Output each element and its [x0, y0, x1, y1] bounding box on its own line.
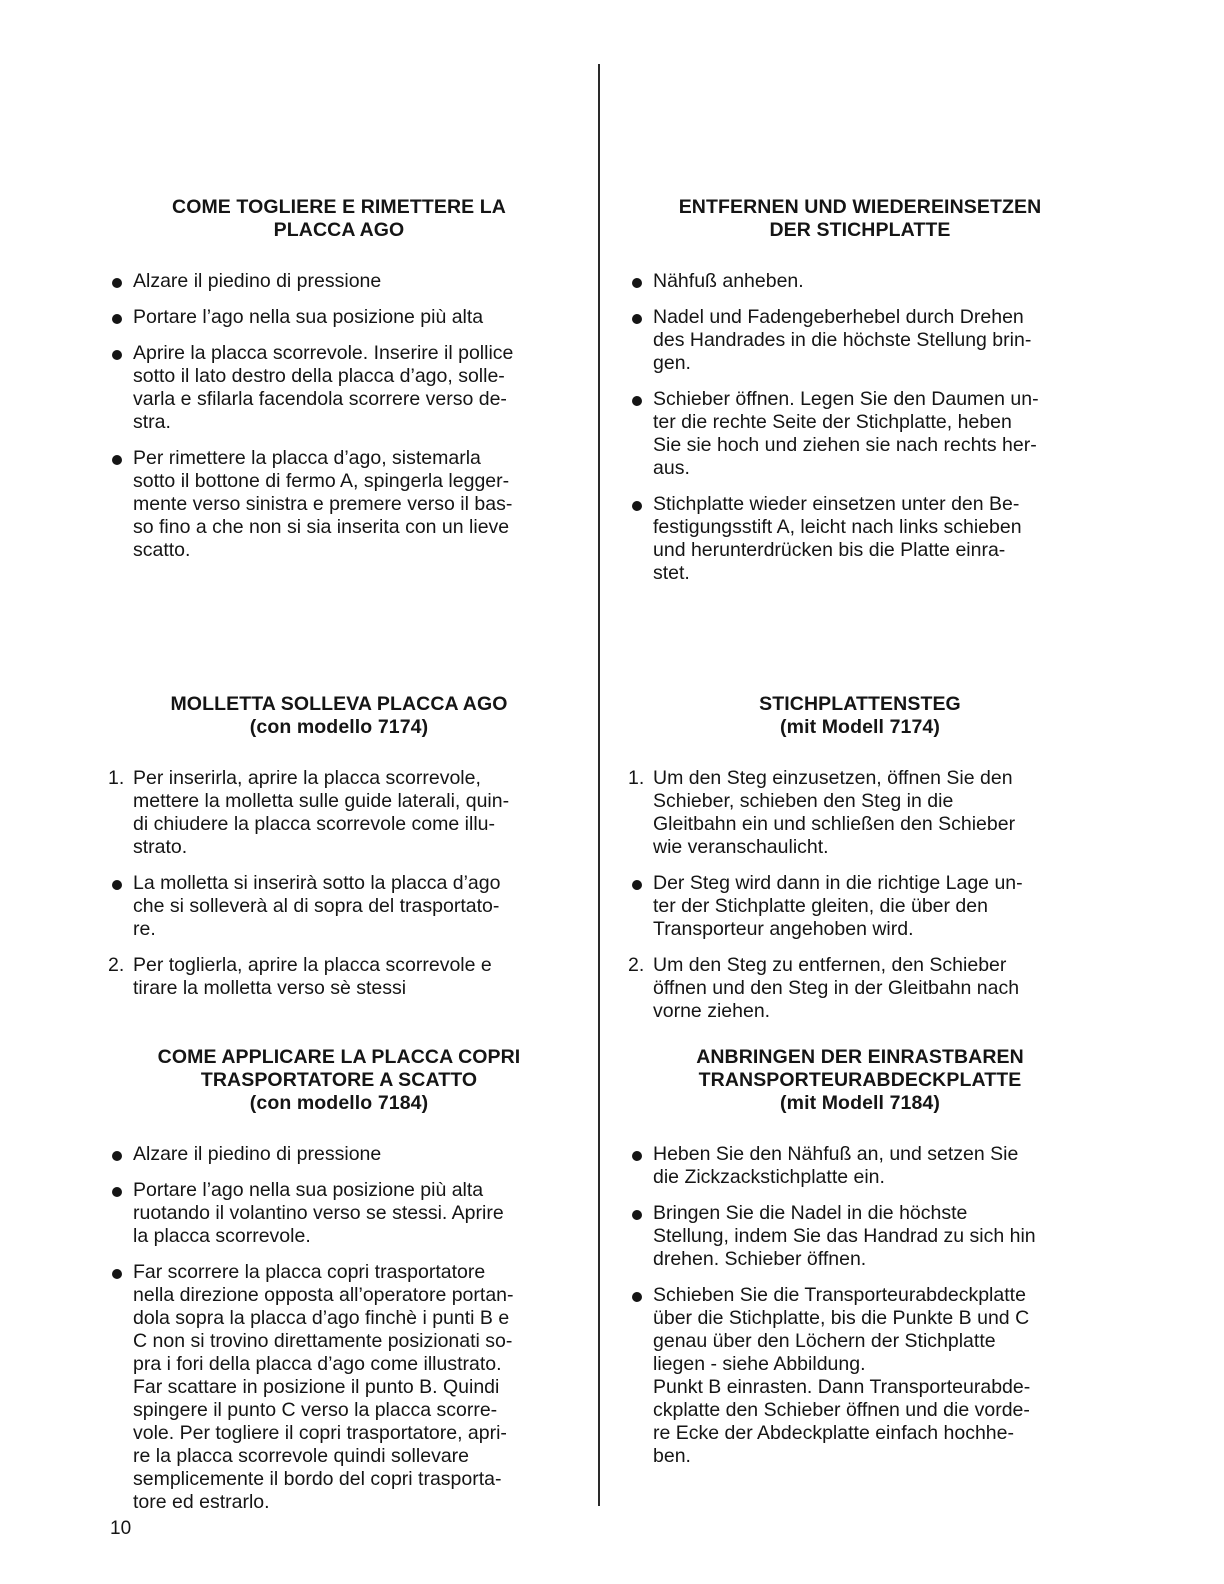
- list-item: 2. Um den Steg zu entfernen, den Schieber öffnen und den Steg in der Gleitbahn nach vorne ziehen.: [628, 954, 1020, 1022]
- heading-line: ENTFERNEN UND WIEDEREINSETZEN: [678, 196, 1042, 218]
- section-remove-needle-plate-it: [110, 196, 568, 575]
- section-heading: [110, 1046, 568, 1115]
- list-item: 1. Per inserirla, aprire la placca scorrevole, mettere la molletta sulle guide laterali, quin- di chiudere la placca scorrevole come illu- strato.: [108, 767, 510, 858]
- list-item: Portare l’ago nella sua posizione più alta: [110, 306, 568, 329]
- heading-line: TRANSPORTEURABDECKPLATTE: [698, 1069, 1022, 1091]
- list-item: Heben Sie den Nähfuß an, und setzen Sie die Zickzackstichplatte ein.: [630, 1143, 1090, 1189]
- list-item: Per rimettere la placca d’ago, sistemarla sotto il bottone di fermo A, spingerla legger- mente verso sinistra e premere verso il bas- so fino a che non si sia inserita con un lieve scatto.: [110, 447, 568, 562]
- heading-line: DER STICHPLATTE: [769, 219, 951, 241]
- list-item: Der Steg wird dann in die richtige Lage un- ter der Stichplatte gleiten, die über den Transporteur angehoben wird.: [630, 872, 1090, 941]
- list-item: 1. Um den Steg einzusetzen, öffnen Sie den Schieber, schieben den Steg in die Gleitbahn ein und schließen den Schieber wie veranschaulicht.: [628, 767, 1016, 858]
- section-heading: [110, 196, 568, 242]
- list-item: Stichplatte wieder einsetzen unter den Be- festigungsstift A, leicht nach links schieben und herunterdrücken bis die Platte einra- stet.: [630, 493, 1090, 585]
- section-snap-on-cover-plate-de: [630, 1046, 1090, 1481]
- section-heading: [630, 196, 1090, 242]
- list-item: Nadel und Fadengeberhebel durch Drehen des Handrades in die höchste Stellung brin- gen.: [630, 306, 1090, 375]
- instruction-list: [630, 767, 1090, 1023]
- list-item: Aprire la placca scorrevole. Inserire il pollice sotto il lato destro della placca d’ago, solle- varla e sfilarla facendola scorrere verso de- stra.: [110, 342, 568, 434]
- instruction-list: [110, 767, 568, 1000]
- italian-column: [110, 0, 568, 1584]
- list-item: Schieben Sie die Transporteurabdeckplatte über die Stichplatte, bis die Punkte B und C genau über den Löchern der Stichplatte liegen - siehe Abbildung. Punkt B einrasten. Dann Transporteurabde- ckplatte den Schieber öffnen und die vorde- re Ecke der Abdeckplatte einfach hochhe- ben.: [630, 1284, 1090, 1468]
- list-item: Alzare il piedino di pressione: [110, 1143, 568, 1166]
- instruction-list: [630, 270, 1090, 585]
- heading-line: (mit Modell 7174): [780, 716, 940, 738]
- heading-line: STICHPLATTENSTEG: [759, 693, 961, 715]
- list-item: Bringen Sie die Nadel in die höchste Stellung, indem Sie das Handrad zu sich hin drehen. Schieber öffnen.: [630, 1202, 1090, 1271]
- heading-line: PLACCA AGO: [273, 219, 405, 241]
- list-item: Schieber öffnen. Legen Sie den Daumen un- ter die rechte Seite der Stichplatte, heben Sie sie hoch und ziehen sie nach rechts her- aus.: [630, 388, 1090, 480]
- heading-line: (con modello 7184): [249, 1092, 429, 1114]
- column-divider: [598, 64, 600, 1506]
- list-item: Nähfuß anheben.: [630, 270, 1090, 293]
- section-snap-on-cover-plate-it: [110, 1046, 568, 1527]
- instruction-list: [630, 1143, 1090, 1468]
- instruction-list: [110, 1143, 568, 1514]
- list-item: Alzare il piedino di pressione: [110, 270, 568, 293]
- heading-line: COME TOGLIERE E RIMETTERE LA: [172, 196, 506, 218]
- german-column: [630, 0, 1090, 1584]
- section-plate-lifter-clip-it: [110, 693, 568, 1013]
- list-item: Far scorrere la placca copri trasportatore nella direzione opposta all’operatore portan- dola sopra la placca d’ago finchè i punti B e C non si trovino direttamente posizionati so- pra i fori della placca d’ago come illustrato. Far scattare in posizione il punto B. Quindi spingere il punto C verso la placca scorre- vole. Per togliere il copri trasportatore, apri- re la placca scorrevole quindi sollevare semplicemente il bordo del copri trasporta- tore ed estrarlo.: [110, 1261, 568, 1514]
- instruction-list: [110, 270, 568, 562]
- heading-line: TRASPORTATORE A SCATTO: [200, 1069, 478, 1091]
- section-plate-bridge-de: [630, 693, 1090, 1036]
- section-remove-needle-plate-de: [630, 196, 1090, 598]
- list-item: La molletta si inserirà sotto la placca d’ago che si solleverà al di sopra del trasportato- re.: [110, 872, 568, 941]
- list-item: Portare l’ago nella sua posizione più alta ruotando il volantino verso se stessi. Aprire la placca scorrevole.: [110, 1179, 568, 1248]
- section-heading: [630, 693, 1090, 739]
- heading-line: (mit Modell 7184): [780, 1092, 940, 1114]
- section-heading: [110, 693, 568, 739]
- heading-line: ANBRINGEN DER EINRASTBAREN: [696, 1046, 1024, 1068]
- heading-line: MOLLETTA SOLLEVA PLACCA AGO: [170, 693, 508, 715]
- heading-line: COME APPLICARE LA PLACCA COPRI: [157, 1046, 521, 1068]
- page-number: 10: [110, 1518, 132, 1539]
- list-item: 2. Per toglierla, aprire la placca scorrevole e tirare la molletta verso sè stessi: [108, 954, 492, 999]
- heading-line: (con modello 7174): [249, 716, 429, 738]
- section-heading: [630, 1046, 1090, 1115]
